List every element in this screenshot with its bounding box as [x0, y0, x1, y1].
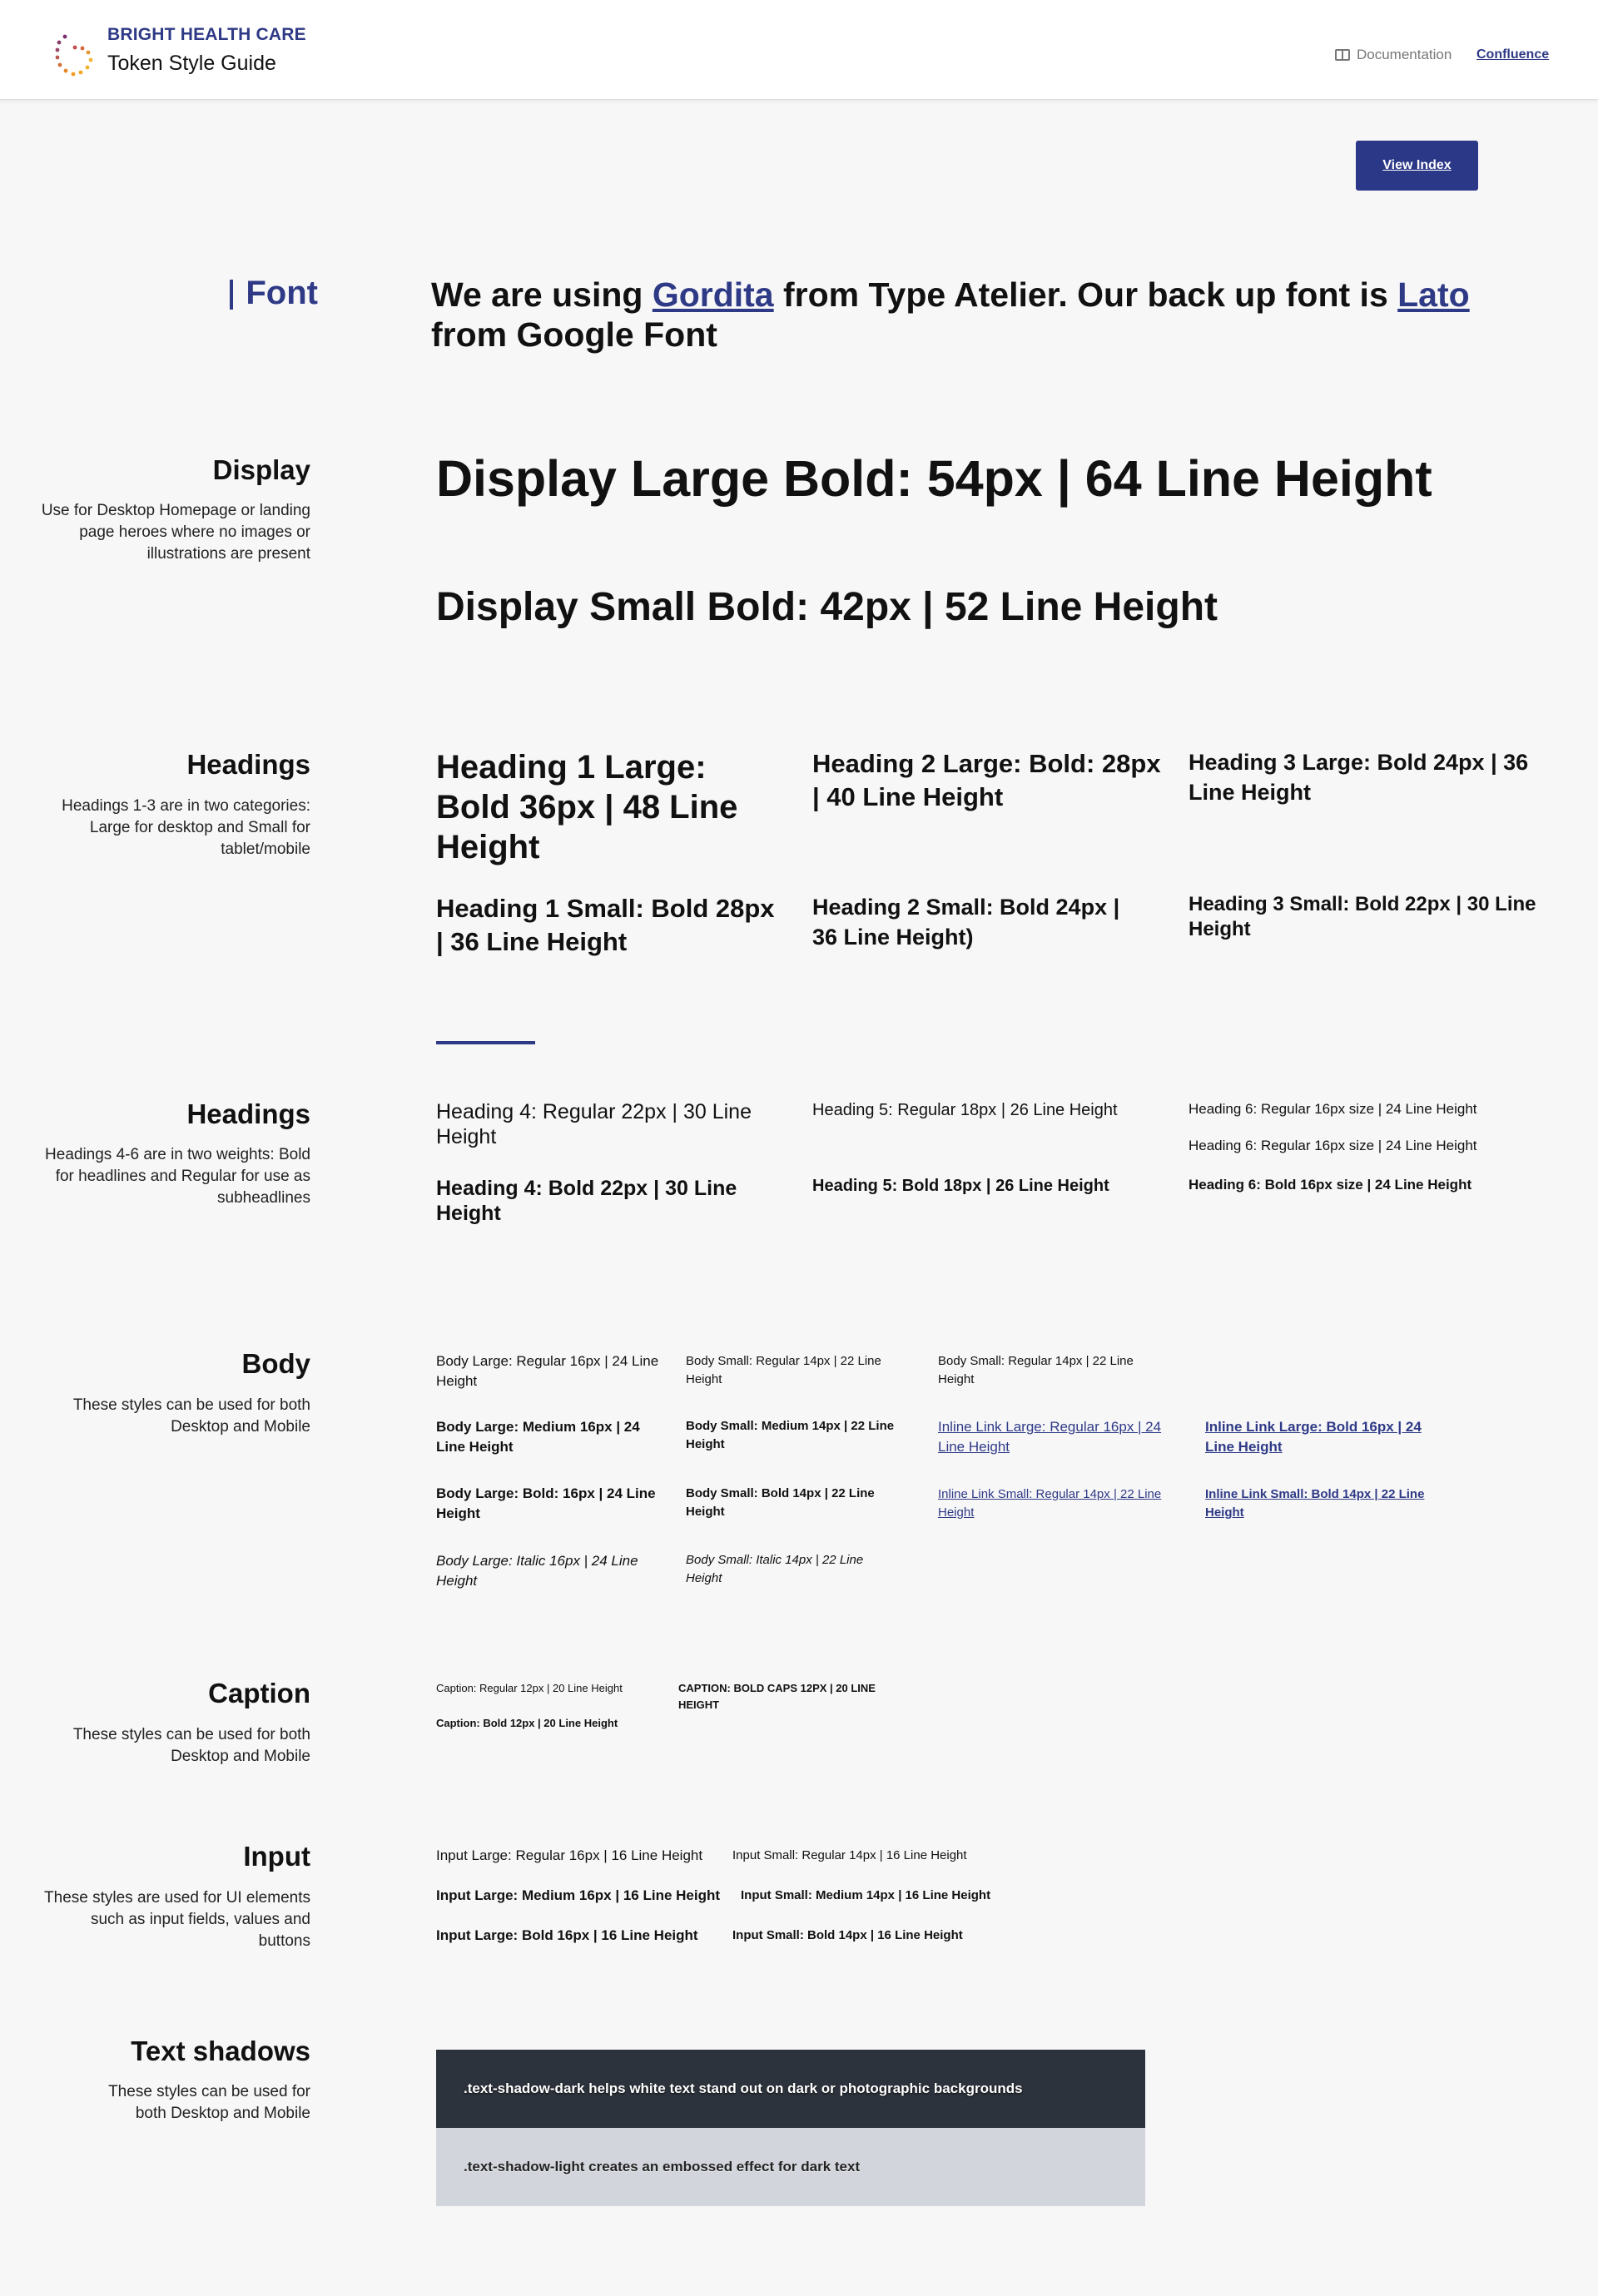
- body-section-title: Body: [241, 1348, 310, 1379]
- documentation-link[interactable]: [1335, 47, 1452, 63]
- text-shadow-dark-label: .text-shadow-dark helps white text stand out on dark or photographic backgrounds: [464, 2080, 1023, 2096]
- heading-3-large-sample: Heading 3 Large: Bold 24px | 36 Line Height: [1189, 750, 1529, 805]
- caption-bold-caps-sample: CAPTION: BOLD CAPS 12PX | 20 LINE HEIGHT: [678, 1682, 876, 1711]
- heading-1-small-sample: Heading 1 Small: Bold 28px | 36 Line Height: [436, 894, 775, 956]
- text-shadows-section-desc: These styles can be used for both Desktop and Mobile: [108, 2083, 310, 2122]
- input-small-regular-sample: Input Small: Regular 14px | 16 Line Height: [732, 1848, 967, 1862]
- heading-5-bold-sample: Heading 5: Bold 18px | 26 Line Height: [812, 1177, 1109, 1195]
- body-small-regular-sample: Body Small: Regular 14px | 22 Line Height: [686, 1354, 881, 1386]
- input-section-desc: These styles are used for UI elements such as input fields, values and buttons: [44, 1889, 310, 1950]
- body-large-bold-sample: Body Large: Bold: 16px | 24 Line Height: [436, 1485, 656, 1521]
- heading-4-regular-sample: Heading 4: Regular 22px | 30 Line Height: [436, 1100, 752, 1148]
- brand-subtitle: Token Style Guide: [107, 52, 276, 75]
- lato-link[interactable]: Lato: [1397, 275, 1470, 314]
- body-small-regular-sample-b: Body Small: Regular 14px | 22 Line Height: [938, 1354, 1134, 1386]
- brand-name: BRIGHT HEALTH CARE: [107, 25, 306, 44]
- text-shadow-light-label: .text-shadow-light creates an embossed effect for dark text: [464, 2159, 861, 2175]
- book-icon: [1335, 49, 1350, 61]
- input-large-medium-sample: Input Large: Medium 16px | 16 Line Height: [436, 1887, 721, 1903]
- inline-link-large-regular-sample[interactable]: Inline Link Large: Regular 16px | 24 Line Height: [938, 1419, 1162, 1455]
- headings-1-3-desc: Headings 1-3 are in two categories: Large for desktop and Small for tablet/mobile: [62, 797, 310, 858]
- input-large-regular-sample: Input Large: Regular 16px | 16 Line Height: [436, 1847, 703, 1863]
- input-small-bold-sample: Input Small: Bold 14px | 16 Line Height: [732, 1928, 963, 1942]
- display-section-title: Display: [212, 454, 310, 485]
- body-large-italic-sample: Body Large: Italic 16px | 24 Line Height: [436, 1553, 638, 1589]
- body-small-medium-sample: Body Small: Medium 14px | 22 Line Height: [686, 1419, 895, 1451]
- inline-link-small-regular-sample[interactable]: Inline Link Small: Regular 14px | 22 Line Height: [938, 1487, 1162, 1520]
- headings-1-3-title: Headings: [186, 749, 310, 780]
- bright-health-logo-icon[interactable]: [55, 33, 95, 80]
- caption-section-desc: These styles can be used for both Desktop and Mobile: [72, 1726, 310, 1765]
- view-index-button[interactable]: View Index: [1356, 141, 1478, 191]
- caption-regular-sample: Caption: Regular 12px | 20 Line Height: [436, 1682, 623, 1694]
- inline-link-small-bold-sample[interactable]: Inline Link Small: Bold 14px | 22 Line Height: [1205, 1487, 1425, 1520]
- text-shadow-dark-sample: [436, 2050, 1145, 2128]
- heading-3-small-sample: Heading 3 Small: Bold 22px | 30 Line Height: [1189, 893, 1536, 940]
- input-large-bold-sample: Input Large: Bold 16px | 16 Line Height: [436, 1927, 698, 1943]
- section-divider: [436, 1041, 535, 1044]
- heading-6-bold-sample: Heading 6: Bold 16px size | 24 Line Height: [1189, 1177, 1472, 1193]
- top-header: [0, 0, 1598, 100]
- display-large-sample: Display Large Bold: 54px | 64 Line Height: [436, 450, 1432, 507]
- headings-4-6-title: Headings: [186, 1098, 310, 1129]
- body-small-italic-sample: Body Small: Italic 14px | 22 Line Height: [686, 1553, 864, 1585]
- display-small-sample: Display Small Bold: 42px | 52 Line Height: [436, 585, 1218, 629]
- text-shadow-light-sample: [436, 2128, 1145, 2206]
- text-shadows-section-title: Text shadows: [131, 2036, 310, 2066]
- heading-6-regular-sample-a: Heading 6: Regular 16px size | 24 Line Height: [1189, 1101, 1477, 1117]
- heading-5-regular-sample: Heading 5: Regular 18px | 26 Line Height: [812, 1101, 1118, 1119]
- caption-section-title: Caption: [208, 1678, 310, 1708]
- body-large-medium-sample: Body Large: Medium 16px | 24 Line Height: [436, 1419, 640, 1455]
- heading-2-small-sample: Heading 2 Small: Bold 24px | 36 Line Height): [812, 895, 1120, 950]
- font-intro-mid: from Type Atelier. Our back up font is: [773, 275, 1398, 314]
- input-small-medium-sample: Input Small: Medium 14px | 16 Line Height: [741, 1888, 991, 1902]
- documentation-label: Documentation: [1357, 47, 1452, 62]
- font-intro: [431, 275, 1546, 355]
- heading-1-large-sample: Heading 1 Large: Bold 36px | 48 Line Height: [436, 749, 738, 865]
- body-large-regular-sample: Body Large: Regular 16px | 24 Line Height: [436, 1353, 659, 1389]
- inline-link-large-bold-sample[interactable]: Inline Link Large: Bold 16px | 24 Line Height: [1205, 1419, 1422, 1455]
- headings-4-6-desc: Headings 4-6 are in two weights: Bold for headlines and Regular for use as subheadlines: [45, 1146, 310, 1207]
- font-intro-pre: We are using: [431, 275, 653, 314]
- gordita-link[interactable]: Gordita: [652, 275, 774, 314]
- heading-2-large-sample: Heading 2 Large: Bold: 28px | 40 Line Height: [812, 749, 1161, 811]
- font-section-title: Font: [226, 275, 318, 312]
- font-intro-post: from Google Font: [431, 315, 717, 354]
- body-section-desc: These styles can be used for both Desktop and Mobile: [72, 1396, 310, 1436]
- display-section-desc: Use for Desktop Homepage or landing page heroes where no images or illustrations are present: [41, 502, 310, 563]
- heading-4-bold-sample: Heading 4: Bold 22px | 30 Line Height: [436, 1177, 737, 1225]
- heading-6-regular-sample-b: Heading 6: Regular 16px size | 24 Line Height: [1189, 1138, 1477, 1153]
- input-section-title: Input: [243, 1841, 310, 1872]
- body-small-bold-sample: Body Small: Bold 14px | 22 Line Height: [686, 1486, 875, 1519]
- confluence-link[interactable]: Confluence: [1476, 47, 1550, 62]
- caption-bold-sample: Caption: Bold 12px | 20 Line Height: [436, 1717, 618, 1729]
